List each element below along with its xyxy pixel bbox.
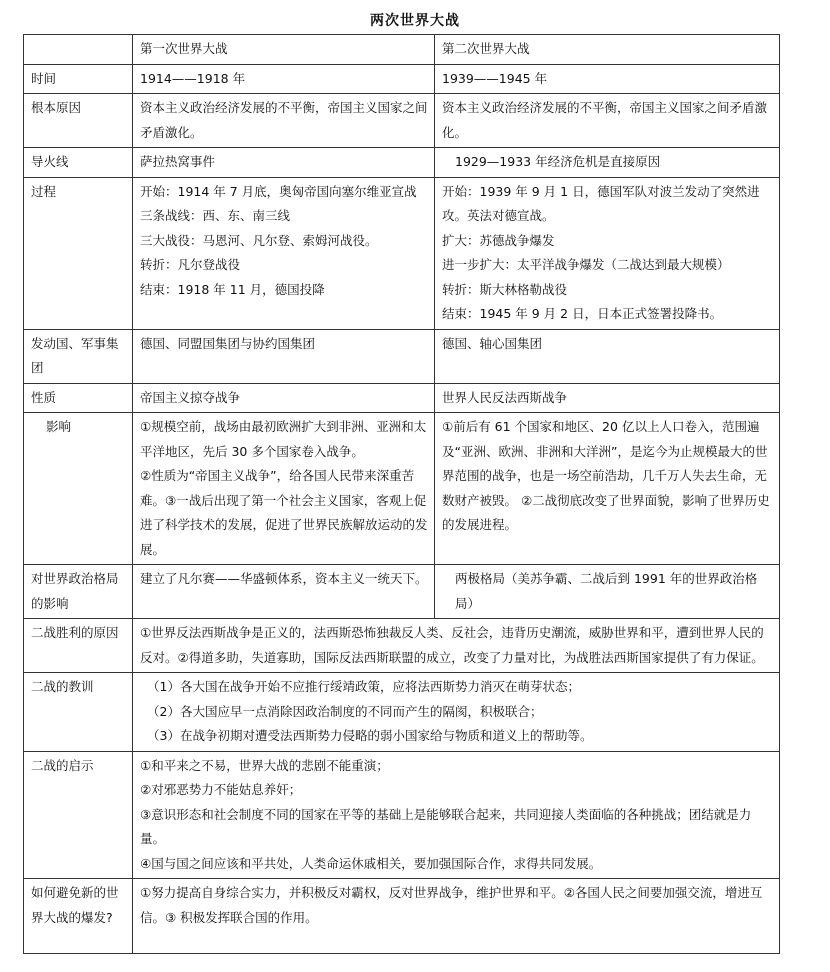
row-label: 如何避免新的世界大战的爆发?	[24, 879, 133, 954]
row-label: 过程	[24, 177, 133, 329]
ww1-cell	[133, 565, 435, 619]
ww2-cell	[435, 148, 780, 178]
ww2-cell	[435, 413, 780, 565]
merged-cell	[133, 751, 780, 879]
ww1-cell	[133, 94, 435, 148]
row-label: 发动国、军事集团	[24, 329, 133, 383]
ww2-cell	[435, 94, 780, 148]
row-prevention	[24, 879, 780, 954]
cell-line: 建立了凡尔赛——华盛顿体系，资本主义一统天下。	[140, 571, 428, 586]
row-time	[24, 64, 780, 94]
header-row	[24, 35, 780, 65]
merged-cell	[133, 879, 780, 954]
row-label: 二战胜利的原因	[24, 619, 133, 673]
cell-line: ④国与国之间应该和平共处，人类命运休戚相关，要加强国际合作，求得共同发展。	[140, 855, 602, 871]
ww1-cell	[133, 383, 435, 413]
cell-line: 三大战役：马恩河、凡尔登、索姆河战役。	[140, 232, 378, 248]
merged-cell	[133, 673, 780, 752]
cell-line: 结束：1945 年 9 月 2 日，日本正式签署投降书。	[442, 306, 723, 321]
ww2-cell	[435, 329, 780, 383]
cell-line: 帝国主义掠夺战争	[140, 389, 241, 405]
cell-line: 开始：1914 年 7 月底，奥匈帝国向塞尔维亚宣战	[140, 183, 417, 199]
row-belligerents	[24, 329, 780, 383]
ww2-cell	[435, 177, 780, 329]
cell-line: 1939——1945 年	[442, 70, 548, 86]
merged-cell	[133, 619, 780, 673]
ww1-cell	[133, 64, 435, 94]
row-label: 导火线	[24, 148, 133, 178]
row-nature	[24, 383, 780, 413]
cell-line: 萨拉热窝事件	[140, 154, 216, 169]
cell-line: 三条战线：西、东、南三线	[140, 208, 291, 223]
cell-line: 开始：1939 年 9 月 1 日，德国军队对波兰发动了突然进攻。英法对德宣战。	[442, 183, 760, 223]
row-root-cause	[24, 94, 780, 148]
cell-line: 转折：凡尔登战役	[140, 257, 241, 272]
row-label: 二战的启示	[24, 751, 133, 879]
cell-line: 结束：1918 年 11 月，德国投降	[140, 281, 325, 297]
cell-line: ①和平来之不易，世界大战的悲剧不能重演；	[140, 757, 389, 773]
row-trigger	[24, 148, 780, 178]
header-cell-empty	[24, 35, 133, 65]
cell-line: 世界人民反法西斯战争	[442, 389, 568, 405]
row-label: 影响	[24, 413, 133, 565]
cell-line: （1）各大国在战争开始不应推行绥靖政策，应将法西斯势力消灭在萌芽状态；	[147, 679, 580, 694]
cell-line: 资本主义政治经济发展的不平衡，帝国主义国家之间矛盾激化。	[140, 100, 428, 140]
cell-line: ①努力提高自身综合实力，并积极反对霸权，反对世界战争，维护世界和平。②各国人民之间要加强交流，增进互信。③ 积极发挥联合国的作用。	[140, 885, 763, 925]
cell-line: 转折：斯大林格勒战役	[442, 281, 568, 297]
row-label: 根本原因	[24, 94, 133, 148]
ww1-cell	[133, 329, 435, 383]
cell-line: ②对邪恶势力不能姑息养奸；	[140, 782, 302, 797]
ww1-cell	[133, 177, 435, 329]
ww2-cell	[435, 565, 780, 619]
ww2-cell	[435, 383, 780, 413]
cell-line: ①前后有 61 个国家和地区、20 亿以上人口卷入，范围遍及“亚洲、欧洲、非洲和大洋洲”，是迄今为止规模最大的世界范围的战争，也是一场空前浩劫，几千万人失去生命，无数财产被毁。 ②二战彻底改变了世界面貌，影响了世界历史的发展进程。	[442, 419, 770, 532]
row-label: 时间	[24, 64, 133, 94]
cell-line: ①规模空前，战场由最初欧洲扩大到非洲、亚洲和太平洋地区，先后 30 多个国家卷入战争。	[140, 419, 427, 459]
row-label: 性质	[24, 383, 133, 413]
cell-line: （2）各大国应早一点消除因政治制度的不同而产生的隔阂，积极联合；	[147, 703, 543, 719]
ww1-cell	[133, 148, 435, 178]
row-inspiration	[24, 751, 780, 879]
row-label: 对世界政治格局的影响	[24, 565, 133, 619]
cell-line: 1929—1933 年经济危机是直接原因	[455, 154, 661, 169]
ww1-cell	[133, 413, 435, 565]
cell-line: （3）在战争初期对遭受法西斯势力侵略的弱小国家给与物质和道义上的帮助等。	[147, 728, 593, 743]
cell-line: 两极格局（美苏争霸、二战后到 1991 年的世界政治格局）	[455, 571, 758, 611]
cell-line: 德国、轴心国集团	[442, 335, 543, 351]
row-lessons	[24, 673, 780, 752]
header-cell-ww2: 第二次世界大战	[435, 35, 780, 65]
cell-line: 进一步扩大：太平洋战争爆发（二战达到最大规模）	[442, 257, 730, 272]
page-title: 两次世界大战	[370, 13, 460, 29]
cell-line: 资本主义政治经济发展的不平衡，帝国主义国家之间矛盾激化。	[442, 100, 768, 140]
row-victory-reason	[24, 619, 780, 673]
row-label: 二战的教训	[24, 673, 133, 752]
cell-line: ③意识形态和社会制度不同的国家在平等的基础上是能够联合起来，共同迎接人类面临的各种挑战；团结就是力量。	[140, 806, 752, 846]
cell-line: 扩大：苏德战争爆发	[442, 232, 555, 248]
cell-line: ①世界反法西斯战争是正义的，法西斯恐怖独裁反人类、反社会，违背历史潮流，威胁世界和平，遭到世界人民的反对。②得道多助，失道寡助，国际反法西斯联盟的成立，改变了力量对比，为战胜法西斯国家提供了有力保证。	[140, 625, 764, 665]
comparison-table	[23, 34, 780, 954]
row-process	[24, 177, 780, 329]
ww2-cell	[435, 64, 780, 94]
header-cell-ww1: 第一次世界大战	[133, 35, 435, 65]
row-impact	[24, 413, 780, 565]
cell-line: ②性质为“帝国主义战争”，给各国人民带来深重苦难。③一战后出现了第一个社会主义国家，客观上促进了科学技术的发展，促进了世界民族解放运动的发展。	[140, 468, 428, 557]
row-world-politics	[24, 565, 780, 619]
cell-line: 1914——1918 年	[140, 70, 246, 86]
cell-line: 德国、同盟国集团与协约国集团	[140, 335, 316, 351]
